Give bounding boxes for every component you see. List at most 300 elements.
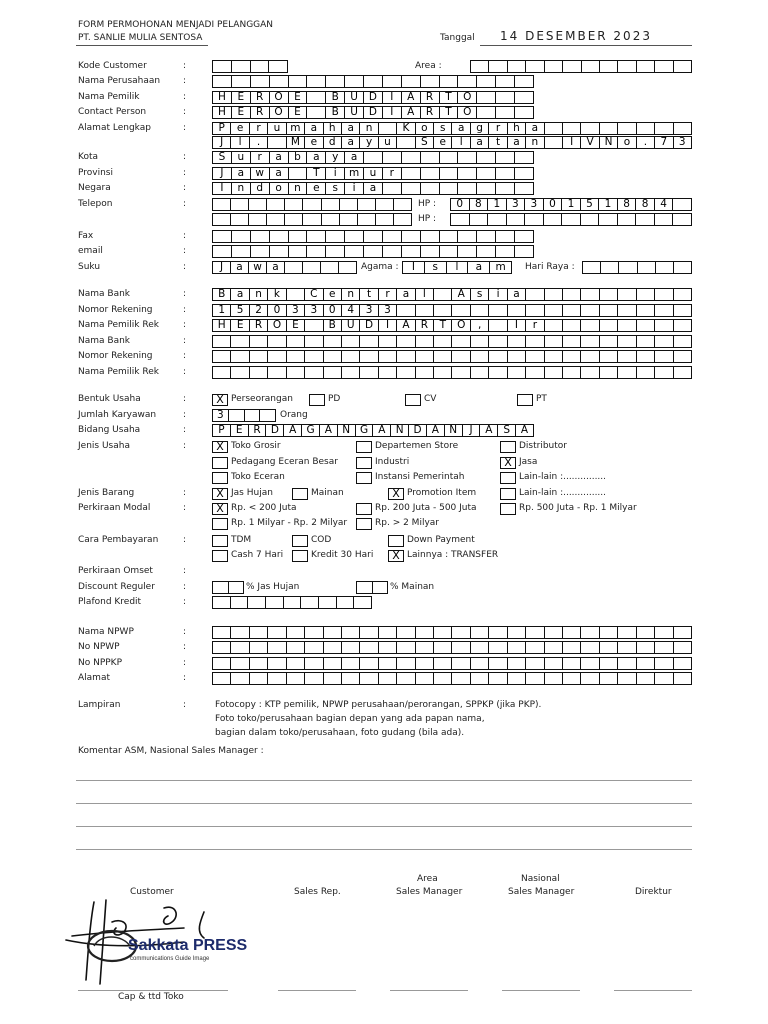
checkbox-lainnya[interactable]: X [388, 550, 404, 562]
date-value[interactable]: 14 DESEMBER 2023 [500, 29, 652, 43]
char-cell: a [231, 261, 249, 274]
char-cell [581, 657, 599, 670]
char-cell: I [379, 319, 397, 332]
checkbox-jas-hujan[interactable]: X [212, 488, 228, 500]
option-industri: Industri [375, 457, 410, 467]
char-cell [360, 626, 378, 639]
komentar-line-2[interactable] [76, 803, 692, 804]
char-cell [268, 672, 286, 685]
char-cell [307, 245, 326, 258]
jumlah-karyawan-field[interactable] [212, 409, 276, 422]
char-cell [213, 641, 231, 654]
char-cell [581, 366, 599, 379]
char-cell: R [421, 91, 440, 104]
char-cell: J [213, 261, 231, 274]
hari-raya-field[interactable] [582, 261, 692, 274]
char-cell [581, 335, 599, 348]
checkbox-tdm[interactable] [212, 535, 228, 547]
char-cell [458, 182, 477, 195]
char-cell: D [364, 91, 383, 104]
char-cell [452, 350, 470, 363]
char-cell: R [416, 319, 434, 332]
checkbox-lain-lain-usaha[interactable] [500, 472, 516, 484]
char-cell: A [320, 424, 338, 437]
char-cell [477, 91, 496, 104]
char-cell [379, 122, 397, 135]
char-cell: l [231, 136, 249, 149]
char-cell [655, 366, 673, 379]
char-cell [364, 245, 383, 258]
char-cell [287, 626, 305, 639]
char-cell [421, 167, 440, 180]
char-cell [582, 60, 600, 73]
nama-pemilik-rek-field-2[interactable] [212, 366, 692, 379]
label-contact-person: Contact Person [78, 107, 147, 117]
sig-area-top-label: Area [417, 874, 438, 884]
checkbox-cash-7[interactable] [212, 550, 228, 562]
colon: : [183, 305, 187, 315]
char-cell [618, 122, 636, 135]
char-cell [545, 60, 563, 73]
option-jasa: Jasa [519, 457, 538, 467]
label-hp-2: HP : [418, 214, 437, 224]
nomor-rekening-field-2[interactable] [212, 350, 692, 363]
nama-npwp-field[interactable] [212, 626, 692, 639]
sig-direktur-label: Direktur [635, 887, 672, 897]
checkbox-modal-1[interactable]: X [212, 503, 228, 515]
char-cell [452, 304, 470, 317]
label-nama-bank: Nama Bank [78, 289, 130, 299]
label-lampiran: Lampiran [78, 700, 121, 710]
sig-line-sales-rep[interactable] [278, 990, 356, 991]
telepon-field-2[interactable] [212, 213, 412, 226]
bidang-usaha-field[interactable] [212, 424, 534, 437]
char-cell: H [213, 91, 232, 104]
sig-line-nasional[interactable] [502, 990, 580, 991]
char-cell: I [508, 319, 526, 332]
char-cell [600, 641, 618, 654]
char-cell [376, 213, 394, 226]
char-cell: a [270, 151, 289, 164]
checkbox-modal-3[interactable] [500, 503, 516, 515]
char-cell: r [251, 151, 270, 164]
suku-field[interactable] [212, 261, 357, 274]
char-cell [674, 60, 692, 73]
char-cell [526, 288, 544, 301]
char-cell [545, 626, 563, 639]
char-cell [358, 198, 376, 211]
char-cell [250, 641, 268, 654]
provinsi-field[interactable] [212, 167, 534, 180]
checkbox-departemen-store[interactable] [356, 441, 372, 453]
char-cell [637, 366, 655, 379]
char-cell [601, 261, 619, 274]
char-cell [637, 657, 655, 670]
date-label: Tanggal [440, 33, 475, 43]
char-cell: g [471, 122, 489, 135]
checkbox-toko-eceran[interactable] [212, 472, 228, 484]
char-cell [345, 245, 364, 258]
char-cell [250, 335, 268, 348]
char-cell [305, 657, 323, 670]
nama-perusahaan-field[interactable] [212, 75, 534, 88]
char-cell: . [250, 136, 268, 149]
char-cell [360, 335, 378, 348]
char-cell [213, 596, 231, 609]
alamat-npwp-field[interactable] [212, 672, 692, 685]
char-cell: 8 [470, 198, 489, 211]
char-cell: i [345, 182, 364, 195]
checkbox-toko-grosir[interactable]: X [212, 441, 228, 453]
label-orang: Orang [280, 410, 308, 420]
char-cell: R [250, 319, 268, 332]
char-cell [434, 288, 452, 301]
char-cell [397, 672, 415, 685]
char-cell [402, 230, 421, 243]
label-pct-mainan: % Mainan [390, 582, 435, 592]
char-cell [376, 198, 394, 211]
char-cell [508, 60, 526, 73]
char-cell [322, 213, 340, 226]
label-nama-pemilik-rek: Nama Pemilik Rek [78, 320, 159, 330]
char-cell: 4 [342, 304, 360, 317]
char-cell: 7 [655, 136, 673, 149]
char-cell: a [452, 122, 470, 135]
checkbox-perseorangan[interactable]: X [212, 394, 228, 406]
checkbox-modal-4[interactable] [212, 518, 228, 530]
char-cell [301, 596, 319, 609]
char-cell: E [232, 91, 251, 104]
char-cell [397, 366, 415, 379]
checkbox-jasa[interactable]: X [500, 457, 516, 469]
char-cell [471, 366, 489, 379]
char-cell [545, 350, 563, 363]
char-cell: 0 [268, 304, 286, 317]
char-cell [307, 106, 326, 119]
option-tdm: TDM [231, 535, 252, 545]
checkbox-distributor[interactable] [500, 441, 516, 453]
char-cell: N [391, 424, 409, 437]
char-cell: G [302, 424, 320, 437]
hp-field-2[interactable] [450, 213, 692, 226]
colon: : [183, 231, 187, 241]
char-cell: e [324, 288, 342, 301]
char-cell [250, 626, 268, 639]
nama-pemilik-field[interactable] [212, 91, 534, 104]
char-cell: l [416, 288, 434, 301]
plafond-kredit-field[interactable] [212, 596, 372, 609]
char-cell [618, 335, 636, 348]
char-cell [470, 213, 489, 226]
char-cell [231, 626, 249, 639]
label-negara: Negara [78, 183, 111, 193]
char-cell [600, 122, 618, 135]
char-cell [250, 657, 268, 670]
option-pt: PT [536, 394, 547, 404]
hp-field-1[interactable] [450, 198, 692, 211]
contact-person-field[interactable] [212, 106, 534, 119]
label-kota: Kota [78, 152, 99, 162]
char-cell [303, 198, 321, 211]
char-cell [434, 366, 452, 379]
stamp-logo [88, 931, 248, 962]
option-distributor: Distributor [519, 441, 568, 451]
char-cell: n [342, 288, 360, 301]
checkbox-down-payment[interactable] [388, 535, 404, 547]
char-cell: e [434, 136, 452, 149]
checkbox-industri[interactable] [356, 457, 372, 469]
label-perkiraan-modal: Perkiraan Modal [78, 503, 151, 513]
char-cell: a [364, 182, 383, 195]
char-cell [267, 213, 285, 226]
char-cell [324, 626, 342, 639]
char-cell [545, 657, 563, 670]
option-pedagang-eceran: Pedagang Eceran Besar [231, 457, 338, 467]
alamat-field-line-2[interactable] [212, 136, 692, 149]
colon: : [183, 76, 187, 86]
char-cell [655, 350, 673, 363]
char-cell: E [287, 319, 305, 332]
kode-customer-field[interactable] [212, 60, 288, 73]
kota-field[interactable] [212, 151, 534, 164]
char-cell [285, 261, 303, 274]
char-cell: r [383, 167, 402, 180]
komentar-line-4[interactable] [76, 849, 692, 850]
discount-mainan-field[interactable] [356, 581, 388, 594]
char-cell: O [270, 91, 289, 104]
char-cell [600, 288, 618, 301]
char-cell [440, 182, 459, 195]
char-cell [213, 335, 231, 348]
char-cell: R [249, 424, 267, 437]
char-cell: r [489, 122, 507, 135]
char-cell [397, 335, 415, 348]
checkbox-lain-lain-barang[interactable] [500, 488, 516, 500]
char-cell [489, 657, 507, 670]
char-cell [515, 230, 534, 243]
char-cell: a [342, 136, 360, 149]
char-cell [307, 75, 326, 88]
char-cell [354, 596, 372, 609]
char-cell [287, 672, 305, 685]
char-cell: s [471, 288, 489, 301]
char-cell [397, 136, 415, 149]
char-cell [452, 366, 470, 379]
agama-field[interactable] [402, 261, 512, 274]
char-cell: G [356, 424, 374, 437]
char-cell: m [490, 261, 512, 274]
char-cell [655, 641, 673, 654]
char-cell [269, 60, 288, 73]
char-cell [248, 596, 266, 609]
char-cell: 0 [451, 198, 470, 211]
discount-jas-hujan-field[interactable] [212, 581, 244, 594]
char-cell [638, 261, 656, 274]
char-cell [458, 167, 477, 180]
char-cell: R [251, 91, 270, 104]
option-lainnya: Lainnya : TRANSFER [407, 550, 499, 560]
checkbox-pt[interactable] [517, 394, 533, 406]
char-cell: J [213, 136, 231, 149]
sig-line-direktur[interactable] [614, 990, 692, 991]
checkbox-cv[interactable] [405, 394, 421, 406]
char-cell [563, 641, 581, 654]
char-cell [231, 596, 249, 609]
char-cell [674, 304, 692, 317]
label-telepon: Telepon [78, 199, 113, 209]
char-cell [618, 213, 637, 226]
checkbox-pedagang-eceran[interactable] [212, 457, 228, 469]
char-cell [489, 366, 507, 379]
char-cell [458, 151, 477, 164]
alamat-field-line-1[interactable] [212, 122, 692, 135]
char-cell: 3 [305, 304, 323, 317]
option-cash-7: Cash 7 Hari [231, 550, 284, 560]
telepon-field-1[interactable] [212, 198, 412, 211]
checkbox-modal-2[interactable] [356, 503, 372, 515]
negara-field[interactable] [212, 182, 534, 195]
checkbox-kredit-30[interactable] [292, 550, 308, 562]
char-cell [402, 245, 421, 258]
char-cell [337, 596, 355, 609]
char-cell [673, 198, 692, 211]
char-cell [434, 672, 452, 685]
area-field[interactable] [470, 60, 692, 73]
nama-bank-field[interactable] [212, 288, 692, 301]
colon: : [183, 566, 187, 576]
char-cell [674, 350, 692, 363]
char-cell [434, 641, 452, 654]
char-cell [245, 409, 261, 422]
option-perseorangan: Perseorangan [231, 394, 293, 404]
fax-field[interactable] [212, 230, 534, 243]
checkbox-promotion-item[interactable]: X [388, 488, 404, 500]
char-cell [583, 261, 601, 274]
sig-area-bottom-label: Sales Manager [396, 887, 463, 897]
char-cell [229, 581, 245, 594]
char-cell [305, 626, 323, 639]
char-cell: I [403, 261, 425, 274]
sig-line-customer[interactable] [78, 990, 228, 991]
nama-bank-field-2[interactable] [212, 335, 692, 348]
komentar-line-1[interactable] [76, 780, 692, 781]
char-cell [637, 60, 655, 73]
checkbox-instansi[interactable] [356, 472, 372, 484]
char-cell [515, 151, 534, 164]
char-cell: a [508, 288, 526, 301]
char-cell [321, 261, 339, 274]
char-cell [563, 350, 581, 363]
char-cell: a [397, 288, 415, 301]
char-cell [655, 304, 673, 317]
char-cell [471, 335, 489, 348]
checkbox-pd[interactable] [309, 394, 325, 406]
char-cell [232, 230, 251, 243]
char-cell [287, 335, 305, 348]
checkbox-mainan[interactable] [292, 488, 308, 500]
char-cell [545, 672, 563, 685]
komentar-label: Komentar ASM, Nasional Sales Manager : [78, 746, 264, 756]
komentar-line-3[interactable] [76, 826, 692, 827]
char-cell [379, 672, 397, 685]
email-field[interactable] [212, 245, 534, 258]
char-cell [402, 182, 421, 195]
char-cell: w [251, 167, 270, 180]
checkbox-modal-5[interactable] [356, 518, 372, 530]
char-cell [379, 626, 397, 639]
label-bidang-usaha: Bidang Usaha [78, 425, 141, 435]
char-cell [477, 167, 496, 180]
char-cell [397, 350, 415, 363]
char-cell [357, 581, 373, 594]
char-cell [440, 151, 459, 164]
label-area: Area : [415, 61, 442, 71]
char-cell [563, 304, 581, 317]
no-npwp-field[interactable] [212, 641, 692, 654]
char-cell [345, 230, 364, 243]
char-cell [379, 641, 397, 654]
char-cell [319, 596, 337, 609]
char-cell [394, 198, 412, 211]
char-cell: a [471, 136, 489, 149]
char-cell [477, 106, 496, 119]
char-cell: 0 [544, 198, 563, 211]
char-cell [600, 657, 618, 670]
stamp-brand: Sakkata PRESS [128, 937, 248, 954]
char-cell [250, 672, 268, 685]
char-cell: h [508, 122, 526, 135]
char-cell [581, 641, 599, 654]
char-cell [213, 75, 232, 88]
option-modal-3: Rp. 500 Juta - Rp. 1 Milyar [519, 503, 637, 513]
option-lain-lain-barang: Lain-lain :............... [519, 488, 607, 498]
char-cell [287, 350, 305, 363]
nomor-rekening-field[interactable] [212, 304, 692, 317]
char-cell [440, 230, 459, 243]
char-cell: J [463, 424, 481, 437]
char-cell [231, 641, 249, 654]
char-cell [562, 213, 581, 226]
option-mainan: Mainan [311, 488, 344, 498]
checkbox-cod[interactable] [292, 535, 308, 547]
char-cell: 1 [488, 198, 507, 211]
colon: : [183, 61, 187, 71]
char-cell: o [416, 122, 434, 135]
char-cell [266, 596, 284, 609]
char-cell [379, 657, 397, 670]
sig-line-area[interactable] [390, 990, 468, 991]
char-cell [581, 350, 599, 363]
char-cell [581, 626, 599, 639]
char-cell [637, 350, 655, 363]
char-cell: T [434, 319, 452, 332]
char-cell [655, 213, 674, 226]
char-cell [471, 60, 489, 73]
char-cell [397, 626, 415, 639]
char-cell: d [251, 182, 270, 195]
no-nppkp-field[interactable] [212, 657, 692, 670]
char-cell [358, 213, 376, 226]
char-cell: T [307, 167, 326, 180]
char-cell: u [364, 167, 383, 180]
char-cell: . [637, 136, 655, 149]
nama-pemilik-rek-field[interactable] [212, 319, 692, 332]
char-cell [249, 198, 267, 211]
char-cell [526, 350, 544, 363]
char-cell [655, 657, 673, 670]
char-cell [458, 230, 477, 243]
char-cell [231, 350, 249, 363]
